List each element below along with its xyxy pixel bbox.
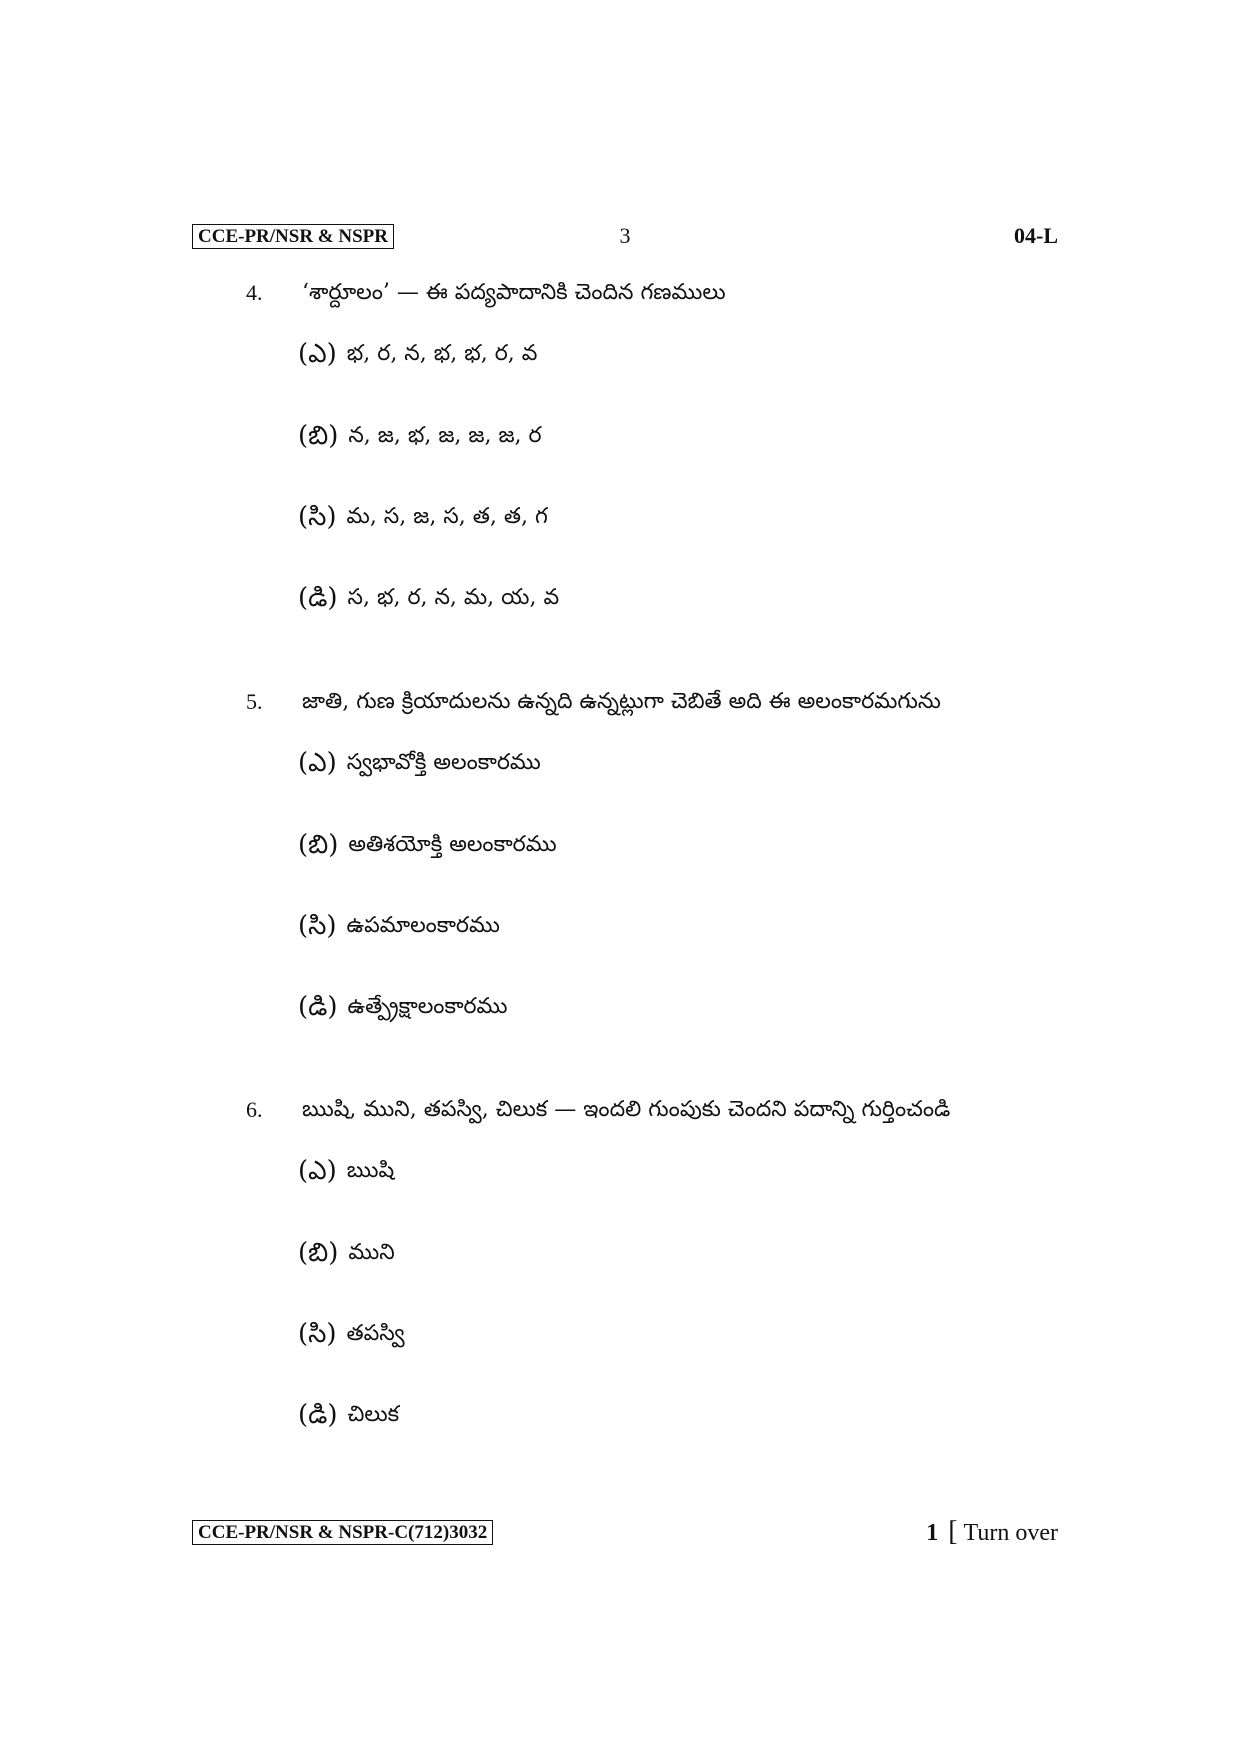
option-label: (సి) [298,502,337,532]
option-c [298,1314,405,1354]
option-d [298,1395,399,1435]
option-label: (బి) [298,1238,339,1268]
option-b [298,825,557,865]
option-text: అతిశయోక్తి అలంకారము [348,832,557,857]
footer-exam-code: CCE-PR/NSR & NSPR-C(712)3032 [192,1520,493,1545]
option-text: న, జ, భ, జ, జ, జ, ర [348,423,542,448]
option-d [298,578,559,618]
option-text: చిలుక [347,1402,400,1427]
option-d [298,987,507,1027]
header-exam-code: CCE-PR/NSR & NSPR [192,224,394,249]
question-text: జాతి, గుణ క్రియాదులను ఉన్నది ఉన్నట్లుగా చెబితే అది ఈ అలంకారమగును [302,689,941,714]
option-label: (డి) [298,1400,338,1430]
page-number: 3 [619,223,631,248]
option-label: (ఎ) [298,339,337,369]
option-a [298,334,537,374]
option-label: (ఎ) [298,748,337,778]
turn-over-text: Turn over [963,1520,1058,1546]
bracket: [ [948,1516,958,1547]
option-b [298,416,542,456]
question-number: 5. [246,689,263,714]
option-label: (బి) [298,421,339,451]
option-label: (బి) [298,830,339,860]
option-text: తపస్వి [346,1321,405,1346]
turn-over-note [926,1518,1058,1547]
option-text: ముని [348,1240,395,1265]
option-text: మ, స, జ, స, త, త, గ [346,504,548,529]
option-label: (డి) [298,992,338,1022]
paper-code: 04-L [1014,223,1058,248]
question-number: 6. [246,1097,263,1122]
page-footer [192,1518,1058,1548]
option-a [298,743,541,783]
option-a [298,1151,394,1191]
option-text: స్వభావోక్తి అలంకారము [346,750,541,775]
option-text: స, భ, ర, న, మ, య, వ [347,585,560,610]
option-c [298,497,548,537]
question-number: 4. [246,280,263,305]
sheet-number: 1 [926,1520,939,1546]
page-header [192,224,1058,252]
option-text: ఉత్ప్రేక్షాలంకారము [347,994,508,1019]
option-c [298,906,500,946]
option-label: (ఎ) [298,1156,337,1186]
option-label: (సి) [298,911,337,941]
option-text: ఉపమాలంకారము [346,913,500,938]
option-b [298,1233,395,1273]
question-text: ‘శార్దూలం’ — ఈ పద్యపాదానికి చెందిన గణములు [302,280,726,305]
option-text: ఋషి [346,1158,395,1183]
option-label: (డి) [298,583,338,613]
option-text: భ, ర, న, భ, భ, ర, వ [346,341,538,366]
option-label: (సి) [298,1319,337,1349]
question-text: ఋషి, ముని, తపస్వి, చిలుక — ఇందలి గుంపుకు చెందని పదాన్ని గుర్తించండి [302,1097,951,1122]
